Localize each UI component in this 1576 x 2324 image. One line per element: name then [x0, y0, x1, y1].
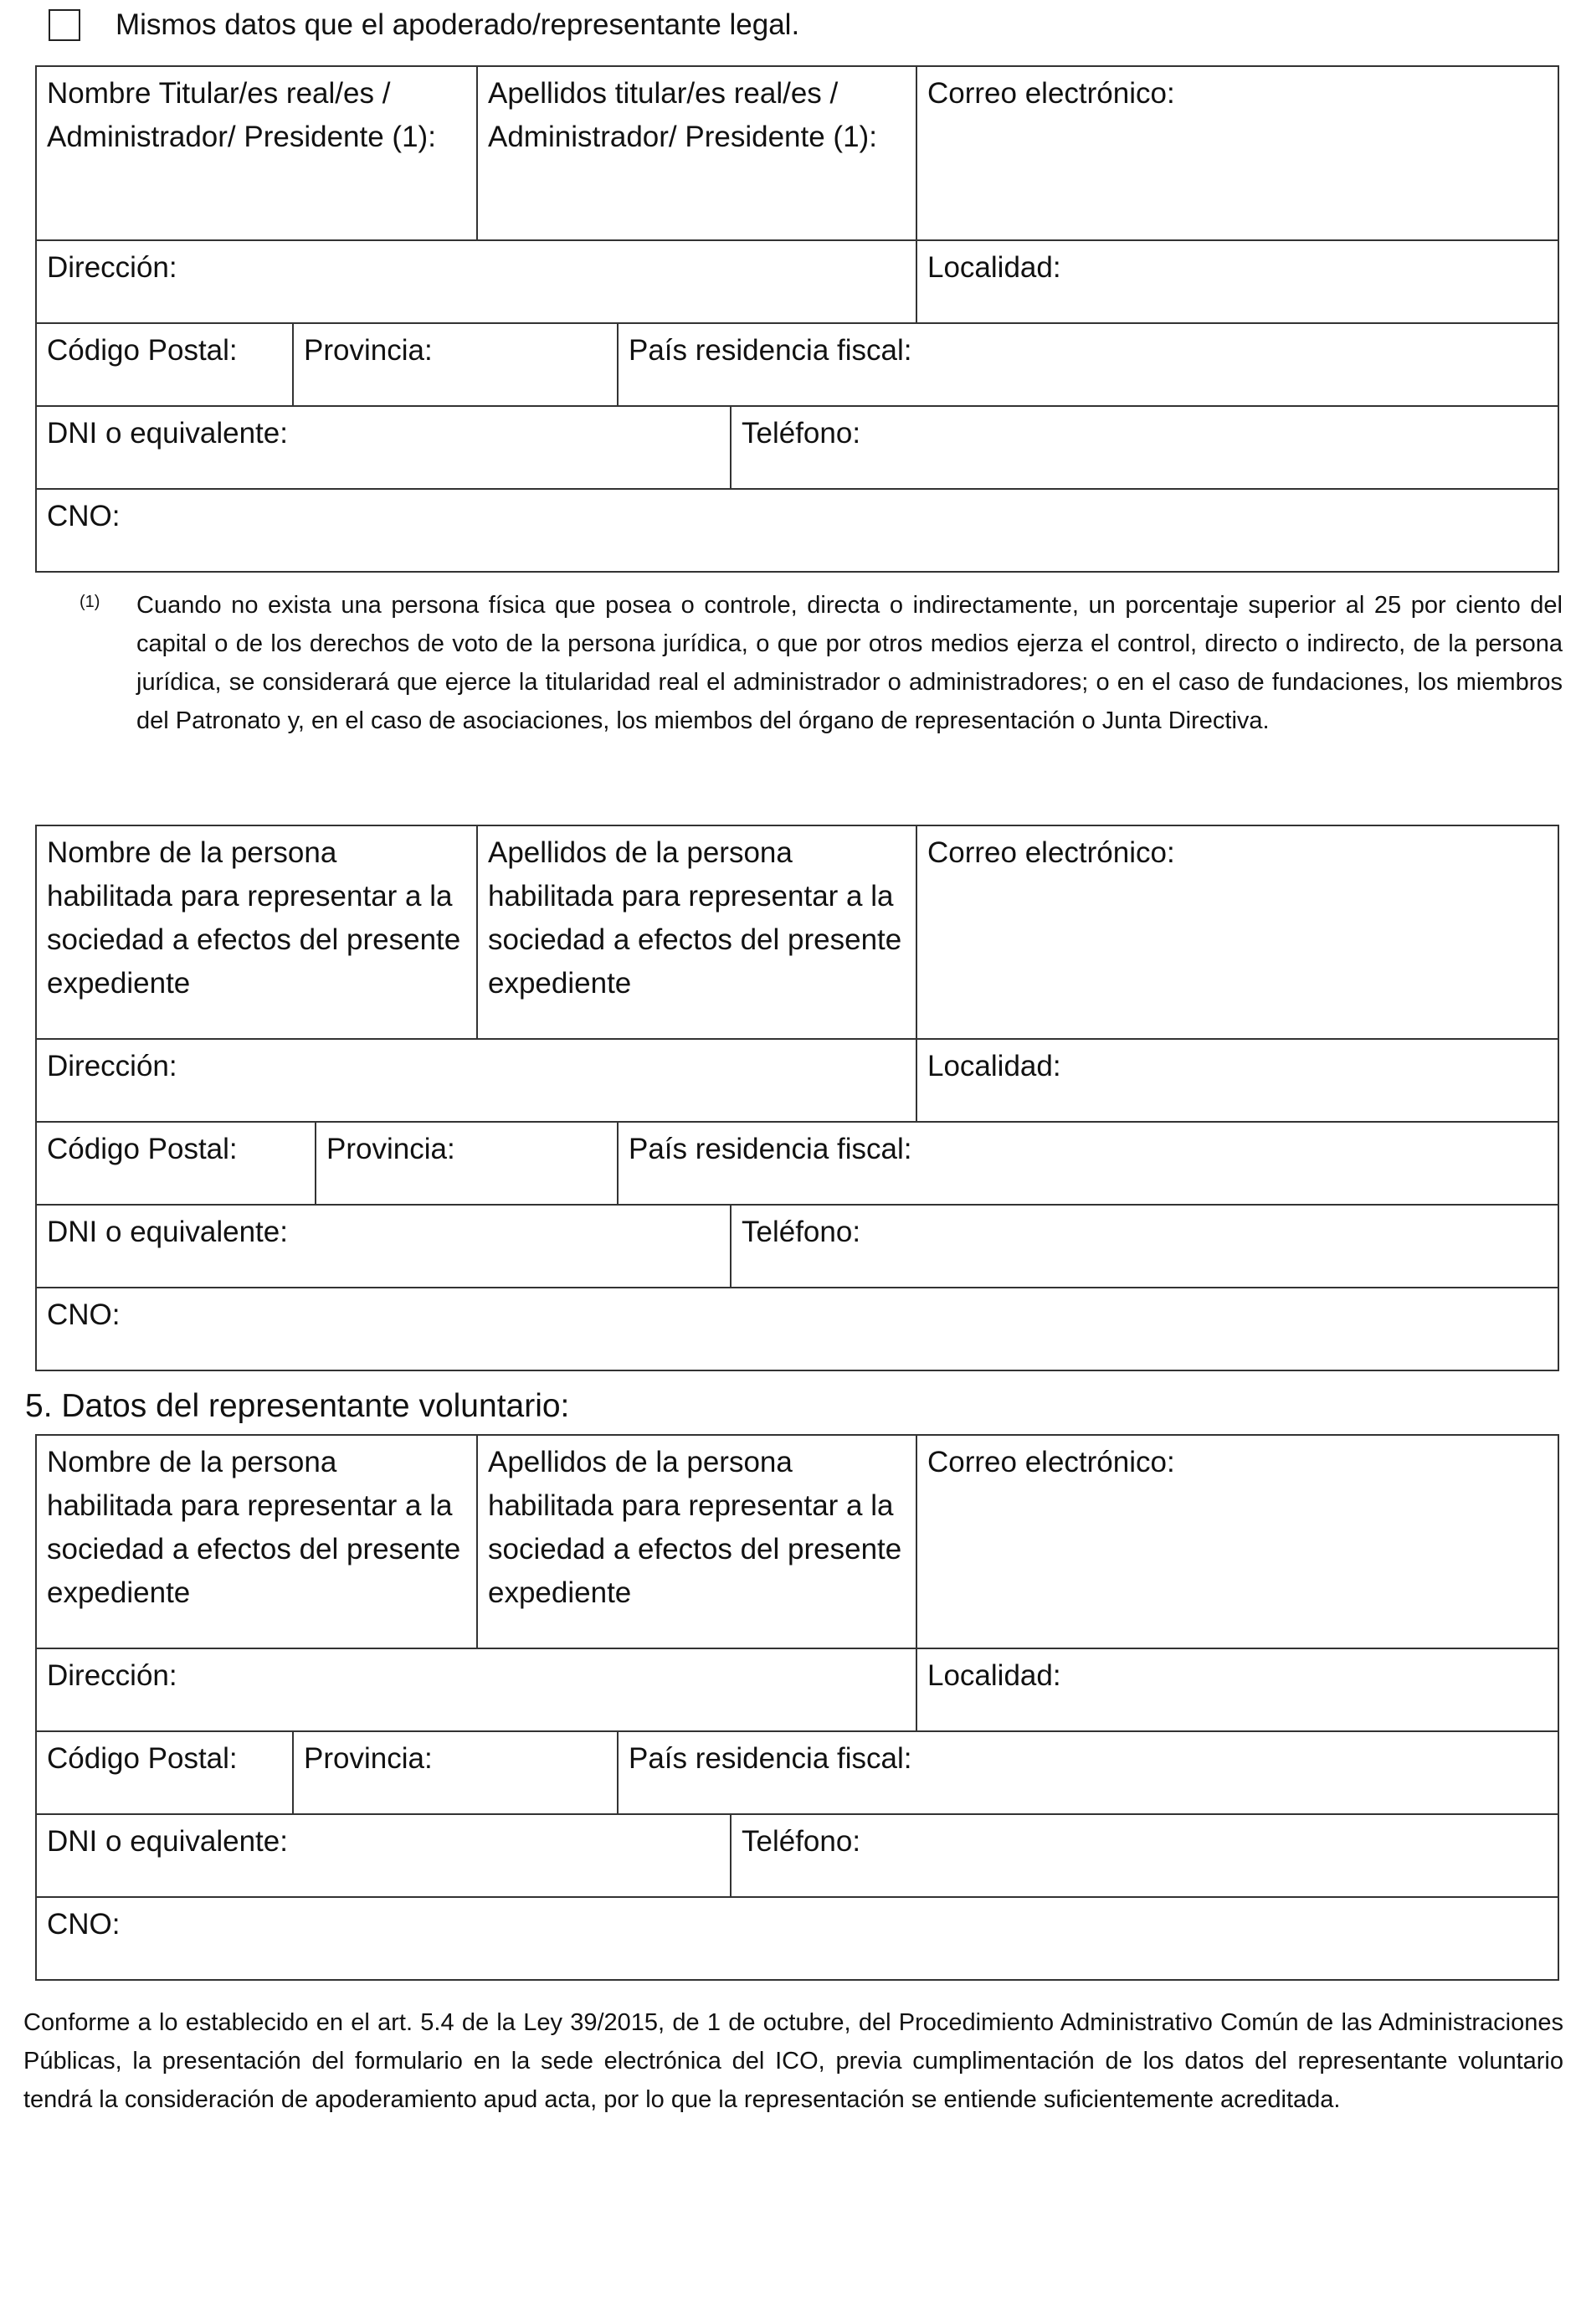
habilitada-pais-fiscal-field[interactable] — [617, 1123, 1558, 1204]
voluntario-direccion-field[interactable] — [37, 1649, 916, 1730]
titular-cno-field[interactable] — [37, 490, 1558, 571]
habilitada-telefono-field[interactable] — [730, 1206, 1558, 1287]
voluntario-provincia-field[interactable] — [292, 1732, 617, 1813]
field-label: País residencia fiscal: — [629, 1742, 912, 1775]
field-label: Apellidos de la persona habilitada para representar a la sociedad a efectos del presente expediente — [488, 836, 902, 1000]
same-data-checkbox-label: Mismos datos que el apoderado/representante legal. — [116, 8, 800, 41]
field-label: Localidad: — [927, 1050, 1061, 1082]
field-label: Nombre de la persona habilitada para representar a la sociedad a efectos del presente expediente — [47, 1446, 461, 1609]
field-label: Código Postal: — [47, 1133, 238, 1165]
field-label: DNI o equivalente: — [47, 1216, 288, 1248]
field-label: Apellidos titular/es real/es / Administrador/ Presidente (1): — [488, 77, 877, 153]
habilitada-codigo-postal-field[interactable] — [37, 1123, 315, 1204]
same-data-checkbox-row — [49, 5, 799, 45]
titular-telefono-field[interactable] — [730, 407, 1558, 488]
field-label: CNO: — [47, 1298, 121, 1331]
field-label: Provincia: — [304, 334, 433, 367]
field-label: Teléfono: — [742, 1216, 861, 1248]
same-data-checkbox[interactable] — [49, 9, 80, 41]
habilitada-direccion-field[interactable] — [37, 1040, 916, 1121]
field-label: Correo electrónico: — [927, 77, 1175, 110]
field-label: Nombre Titular/es real/es / Administrador/ Presidente (1): — [47, 77, 436, 153]
voluntario-cno-field[interactable] — [37, 1898, 1558, 1979]
field-label: DNI o equivalente: — [47, 1825, 288, 1858]
section-heading: 5. Datos del representante voluntario: — [25, 1388, 570, 1424]
representante-voluntario-form — [35, 1434, 1559, 1981]
voluntario-correo-field[interactable] — [916, 1436, 1558, 1648]
titular-direccion-field[interactable] — [37, 241, 916, 322]
field-label: DNI o equivalente: — [47, 417, 288, 450]
habilitada-dni-field[interactable] — [37, 1206, 730, 1287]
field-label: Dirección: — [47, 1050, 177, 1082]
field-label: Localidad: — [927, 1659, 1061, 1692]
titular-dni-field[interactable] — [37, 407, 730, 488]
field-label: CNO: — [47, 1908, 121, 1941]
habilitada-apellidos-field[interactable] — [476, 826, 916, 1038]
field-label: CNO: — [47, 500, 121, 532]
field-label: Dirección: — [47, 1659, 177, 1692]
field-label: Código Postal: — [47, 334, 238, 367]
voluntario-nombre-field[interactable] — [37, 1436, 476, 1648]
habilitada-provincia-field[interactable] — [315, 1123, 617, 1204]
titular-codigo-postal-field[interactable] — [37, 324, 292, 405]
field-label: País residencia fiscal: — [629, 1133, 912, 1165]
titular-correo-field[interactable] — [916, 67, 1558, 239]
field-label: Correo electrónico: — [927, 836, 1175, 869]
habilitada-cno-field[interactable] — [37, 1288, 1558, 1370]
voluntario-telefono-field[interactable] — [730, 1815, 1558, 1896]
field-label: Teléfono: — [742, 1825, 861, 1858]
footnote-marker: (1) — [80, 593, 100, 611]
voluntario-localidad-field[interactable] — [916, 1649, 1558, 1730]
titular-nombre-field[interactable] — [37, 67, 476, 239]
habilitada-nombre-field[interactable] — [37, 826, 476, 1038]
field-label: Correo electrónico: — [927, 1446, 1175, 1478]
titular-real-form — [35, 65, 1559, 573]
habilitada-localidad-field[interactable] — [916, 1040, 1558, 1121]
closing-legal-text: Conforme a lo establecido en el art. 5.4 de la Ley 39/2015, de 1 de octubre, del Procedimiento Administrativo Común de las Administraciones Públicas, la presentación del formulario en la sede electrónica del ICO, previa cumplimentación de los datos del representante voluntario tendrá la consideración de apoderamiento apud acta, por lo que la representación se entiende suficientemente acreditada. — [23, 2009, 1563, 2113]
voluntario-apellidos-field[interactable] — [476, 1436, 916, 1648]
field-label: Localidad: — [927, 251, 1061, 284]
titular-apellidos-field[interactable] — [476, 67, 916, 239]
titular-localidad-field[interactable] — [916, 241, 1558, 322]
voluntario-pais-fiscal-field[interactable] — [617, 1732, 1558, 1813]
field-label: Provincia: — [304, 1742, 433, 1775]
footnote-text: Cuando no exista una persona física que posea o controle, directa o indirectamente, un porcentaje superior al 25 por ciento del capital o de los derechos de voto de la persona jurídica, o que por otros medios ejerza el control, directo o indirecto, de la persona jurídica, se considerará que ejerce la titularidad real el administrador o administradores; o en el caso de fundaciones, los miembros del Patronato y, en el caso de asociaciones, los miembos del órgano de representación o Junta Directiva. — [136, 592, 1563, 734]
field-label: Provincia: — [326, 1133, 455, 1165]
titular-pais-fiscal-field[interactable] — [617, 324, 1558, 405]
field-label: Apellidos de la persona habilitada para representar a la sociedad a efectos del presente expediente — [488, 1446, 902, 1609]
voluntario-codigo-postal-field[interactable] — [37, 1732, 292, 1813]
voluntario-dni-field[interactable] — [37, 1815, 730, 1896]
habilitada-correo-field[interactable] — [916, 826, 1558, 1038]
field-label: Dirección: — [47, 251, 177, 284]
persona-habilitada-form — [35, 825, 1559, 1371]
footnote — [80, 586, 1563, 740]
field-label: Código Postal: — [47, 1742, 238, 1775]
field-label: País residencia fiscal: — [629, 334, 912, 367]
field-label: Nombre de la persona habilitada para representar a la sociedad a efectos del presente expediente — [47, 836, 461, 1000]
titular-provincia-field[interactable] — [292, 324, 617, 405]
field-label: Teléfono: — [742, 417, 861, 450]
